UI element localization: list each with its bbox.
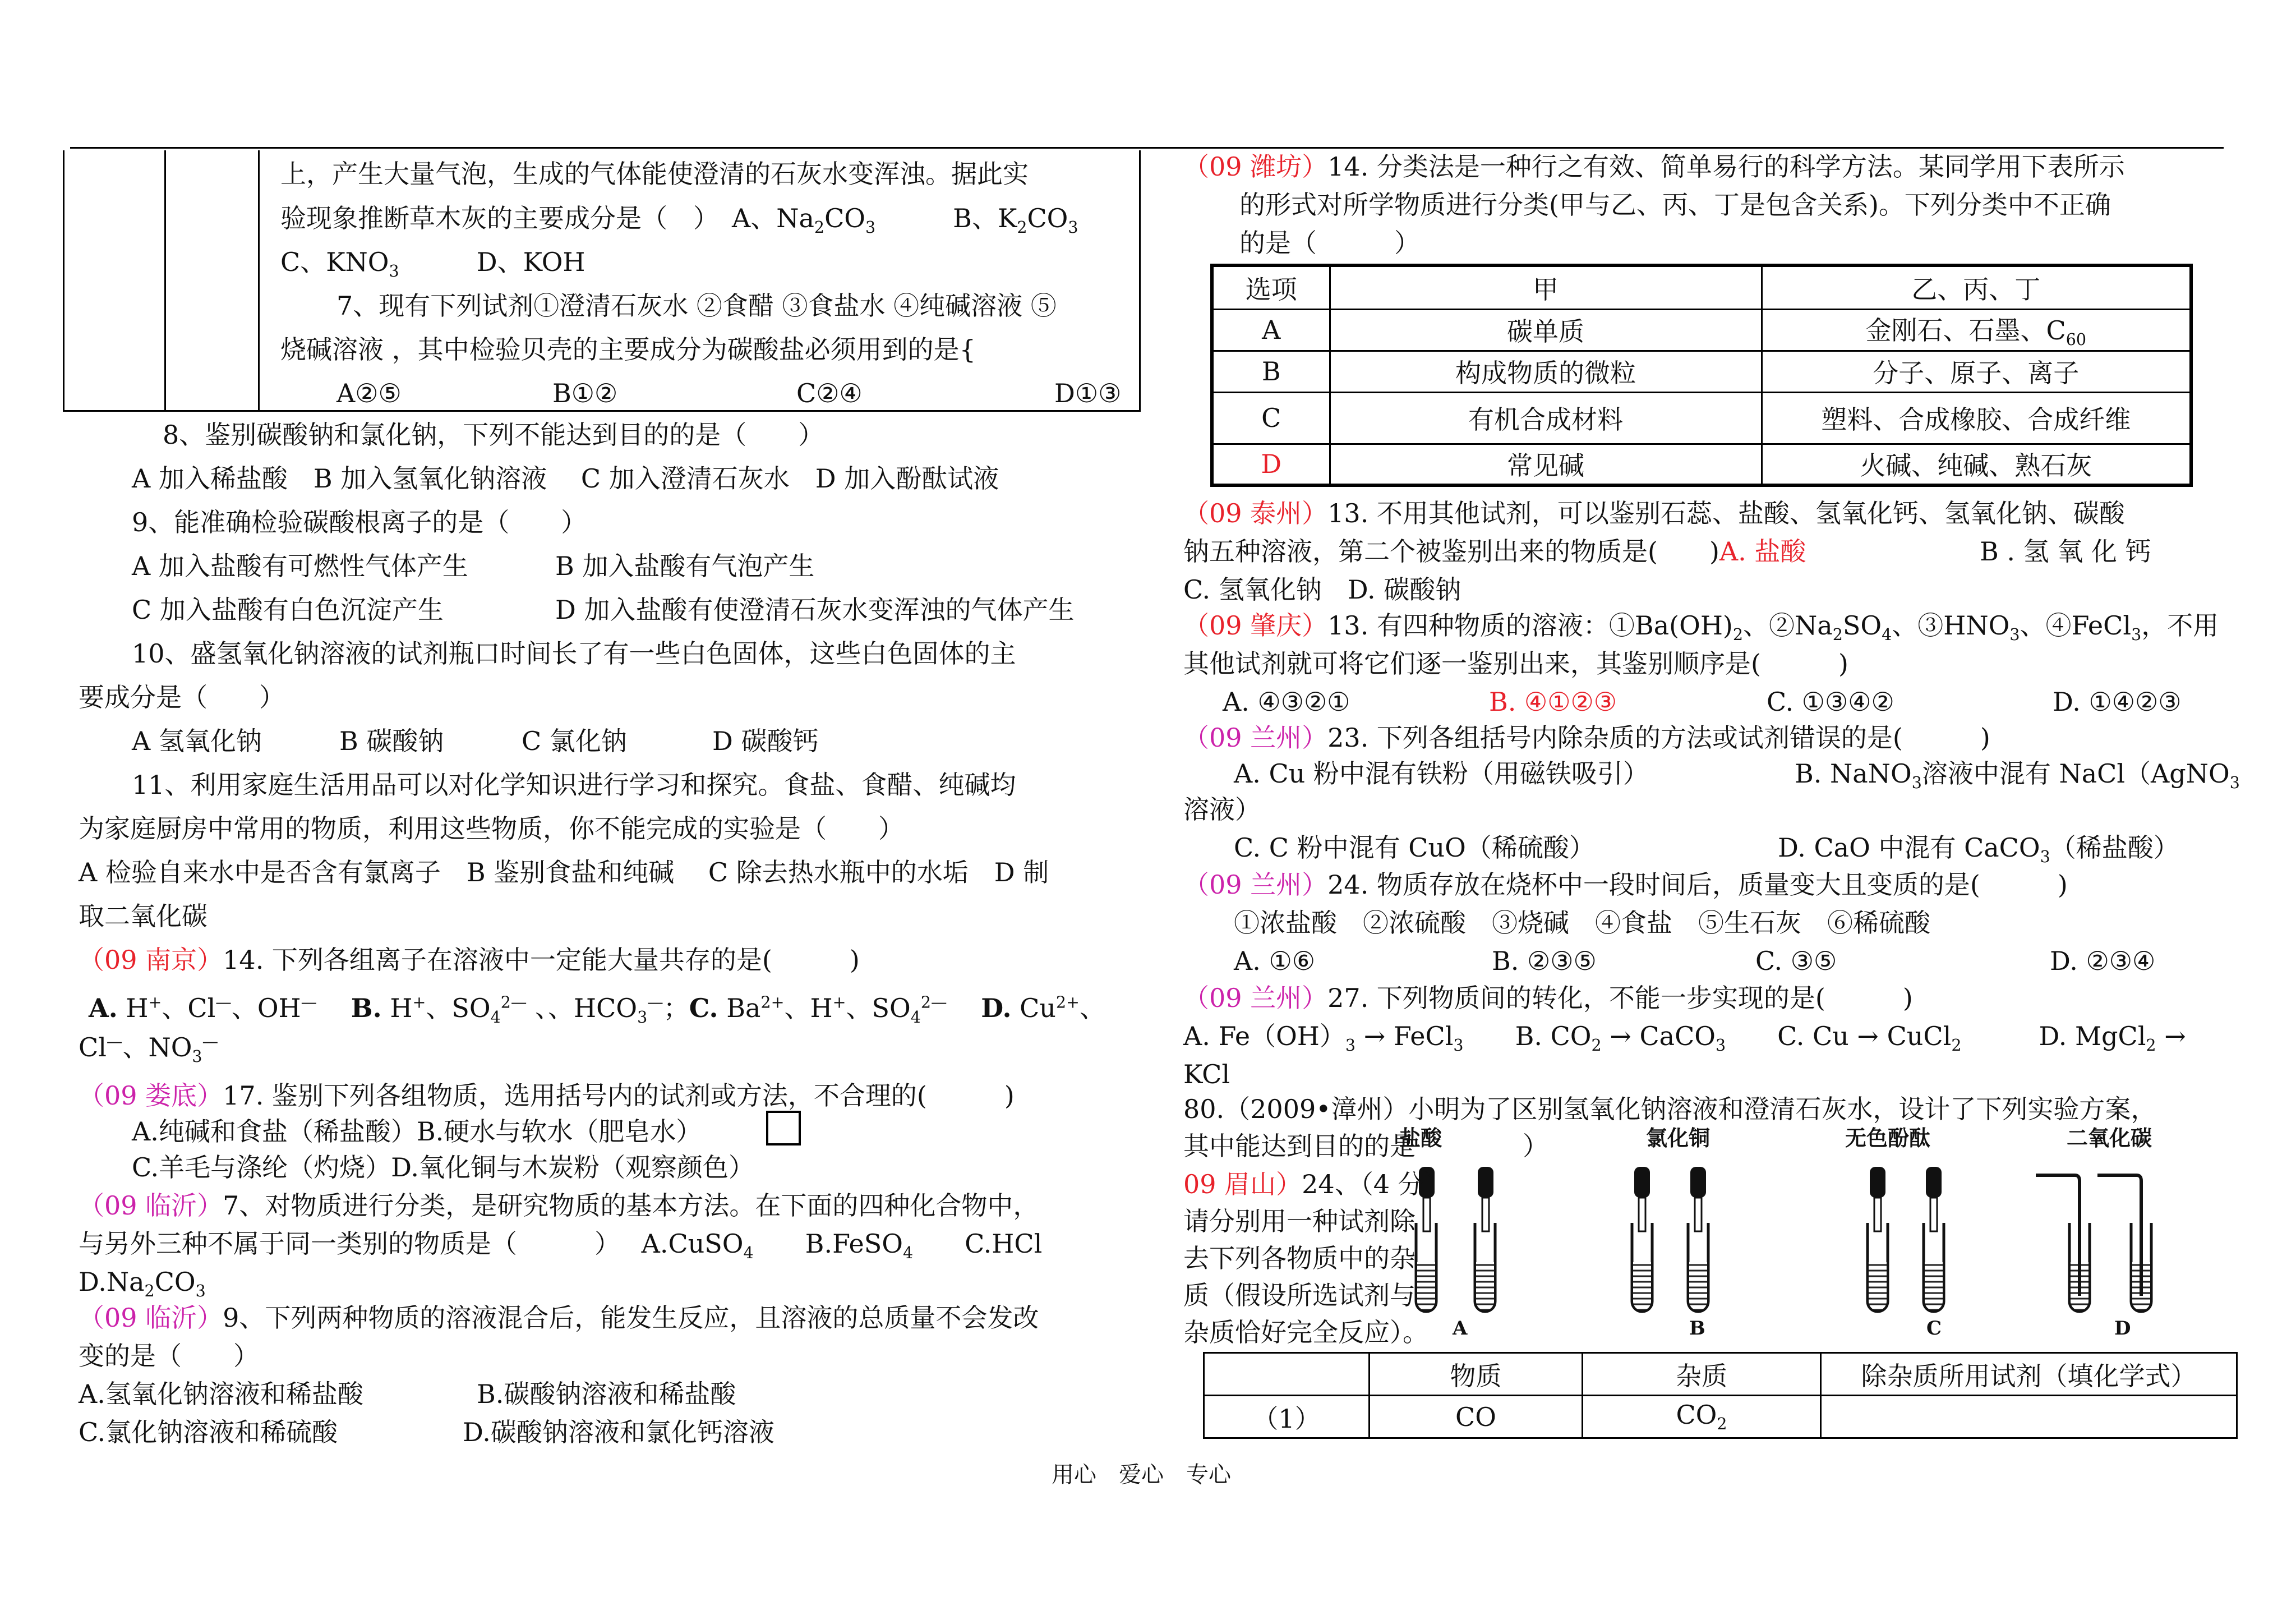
q27-lanzhou-stem: （09 兰州）27. 下列物质间的转化，不能一步实现的是( ) [1183,983,1913,1013]
source-tag: （09 南京） [79,945,223,975]
q9-linyi-option-b: B.碳酸钠溶液和稀盐酸 [477,1379,736,1409]
q14-weifang-stem-3: 的是（ ） [1239,228,1420,258]
q13-zhaoqing-stem-2: 其他试剂就可将它们逐一鉴别出来，其鉴别顺序是( ) [1183,648,1848,679]
tube-set-d [2036,1175,2151,1312]
q9-option-a: A 加入盐酸有可燃性气体产生 [132,551,468,581]
q17-options-1: A.纯碱和食盐（稀盐酸）B.硬水与软水（肥皂水） [132,1116,702,1147]
q13-taizhou-options: C. 氢氧化钠 D. 碳酸钠 [1183,574,1461,605]
q27-options-2: KCl [1183,1059,1230,1089]
source-tag: （09 兰州） [1183,983,1328,1013]
source-tag: （09 肇庆） [1183,610,1328,641]
source-tag: （09 潍坊） [1183,151,1328,182]
classification-table [1210,264,2193,487]
q7-linyi-stem-3: $D.Na_2CO_3$ [79,1267,206,1301]
q80-stem-1: 80.（2009•漳州）小明为了区别氢氧化钠溶液和澄清石灰水，设计了下列实验方案， [1183,1094,2157,1124]
q8-options: A 加入稀盐酸 B 加入氢氧化钠溶液 C 加入澄清石灰水 D 加入酚酞试液 [132,463,999,494]
q14-weifang-stem-2: 的形式对所学物质进行分类(甲与乙、丙、丁是包含关系)。下列分类中不正确 [1239,190,2111,220]
page-footer: 用心 爱心 专心 [1052,1462,1231,1488]
table-cell: 常见碱 [1330,444,1762,485]
box-option-d: D①③ [1054,378,1122,408]
box-line-3: C、$KNO_3$ D、KOH [280,247,585,281]
source-tag: （09 临沂） [79,1303,223,1333]
q24-meishan-line-4: 杂质恰好完全反应）。 [1183,1317,1428,1347]
q10-option-b: B 碳酸钠 [339,726,444,756]
q23-option-b-2: 溶液） [1183,794,1261,825]
q24-option-c: C. ③⑤ [1755,946,1837,976]
q9-option-d: D 加入盐酸有使澄清石灰水变浑浊的气体产生 [555,595,1075,625]
q14-weifang-stem-1: （09 潍坊）14. 分类法是一种行之有效、简单易行的科学方法。某同学用下表所示 [1183,151,2125,182]
q11-stem-2: 为家庭厨房中常用的物质，利用这些物质，你不能完成的实验是（ ） [79,813,904,844]
table-cell: （1） [1204,1396,1370,1438]
table-header: 除杂质所用试剂（填化学式） [1821,1353,2237,1396]
q24-meishan-line-3: 质（假设所选试剂与 [1183,1280,1416,1310]
table-cell: 分子、原子、离子 [1762,351,2191,392]
table-cell: C [1212,392,1330,444]
q24-option-d: D. ②③④ [2050,946,2156,976]
q10-stem-2: 要成分是（ ） [79,682,285,712]
tube-label-b: 氯化铜 [1646,1125,1711,1151]
q23-option-d: D. CaO 中混有 CaCO$_3$（稀盐酸） [1778,832,2179,867]
q13-zhaoqing-option-c: C. ①③④② [1767,687,1894,717]
q11-options: A 检验自来水中是否含有氯离子 B 鉴别食盐和纯碱 C 除去热水瓶中的水垢 D 制 [79,857,1049,887]
table-cell: 火碱、纯碱、熟石灰 [1762,444,2191,485]
test-tube-illustration [1408,1128,2221,1341]
top-rule [70,147,2224,149]
q24-meishan-line-2: 去下列各物质中的杂 [1183,1243,1416,1273]
impurity-table [1203,1352,2238,1439]
q7-linyi-stem: （09 临沂）7、对物质进行分类，是研究物质的基本方法。在下面的四种化合物中， [79,1190,1039,1221]
table-cell: 碳单质 [1330,309,1762,351]
box-option-b: B①② [552,378,618,408]
q14-nanjing-options: A. H+、Cl—、OH— B. H+、$SO_4^{2—}$ 、、$HCO_3^—$；C. $Ba^{2+}$、H+、$SO_4^{2—}$ D. $Cu^{2+}$、 [89,993,1105,1027]
source-tag: （09 兰州） [1183,723,1328,753]
q11-options-2: 取二氧化碳 [79,901,208,931]
box-option-a: A②⑤ [336,378,402,408]
box-option-c: C②④ [796,378,863,408]
q13-taizhou-option-b: B . 氢 氧 化 钙 [1980,536,2151,567]
table-cell: B [1212,351,1330,392]
box-line-2: 验现象推断草木灰的主要成分是（ ） A、$Na_2CO_3$ B、$K_2CO_3$ [280,203,1078,237]
table-cell: 塑料、合成橡胶、合成纤维 [1762,392,2191,444]
q23-option-a: A. Cu 粉中混有铁粉（用磁铁吸引） [1234,758,1649,789]
table-cell: $CO_2$ [1583,1396,1821,1438]
table-header: 杂质 [1583,1353,1821,1396]
q23-lanzhou-stem: （09 兰州）23. 下列各组括号内除杂质的方法或试剂错误的是( ) [1183,723,1990,753]
q9-linyi-option-a: A.氢氧化钠溶液和稀盐酸 [79,1379,363,1409]
q13-zhaoqing-stem-1: （09 肇庆）13. 有四种物质的溶液：$①Ba(OH)_2$、$②Na_2SO_4$、$③HNO_3$、④FeCl$_3$，不用 [1183,610,2219,645]
table-cell: 金刚石、石墨、$C_{60}$ [1762,309,2191,351]
q23-option-b: B. NaNO$_3$溶液中混有 NaCl（AgNO$_3$ [1795,758,2240,793]
table-header: 甲 [1330,265,1762,309]
q9-stem: 9、能准确检验碳酸根离子的是（ ） [132,507,587,537]
table-header: 物质 [1370,1353,1583,1396]
q23-option-c: C. C 粉中混有 CuO（稀硫酸） [1234,832,1595,863]
q24-meishan-stem: 09 眉山）24、（4 分） [1183,1169,1450,1199]
box-line-1: 上，产生大量气泡，生成的气体能使澄清的石灰水变浑浊。据此实 [280,159,1029,189]
table-cell: CO [1370,1396,1583,1438]
table-cell: 构成物质的微粒 [1330,351,1762,392]
box-line-4: 7、现有下列试剂①澄清石灰水 ②食醋 ③食盐水 ④纯碱溶液 ⑤ [336,291,1057,321]
q17-loudi-stem: （09 娄底）17. 鉴别下列各组物质，选用括号内的试剂或方法，不合理的( ) [79,1080,1015,1111]
tube-letter-c: C [1926,1317,1942,1340]
q13-zhaoqing-option-b: B. ④①②③ [1489,687,1617,717]
q13-zhaoqing-option-a: A. ④③②① [1223,687,1350,717]
table-cell-answer: D [1212,444,1330,485]
answer-cell[interactable] [1821,1396,2237,1438]
q24-meishan-line-1: 请分别用一种试剂除 [1183,1206,1416,1236]
q9-linyi-stem-2: 变的是（ ） [79,1341,259,1371]
q13-taizhou-stem-1: （09 泰州）13. 不用其他试剂，可以鉴别石蕊、盐酸、氢氧化钙、氢氧化钠、碳酸 [1183,498,2125,528]
tube-label-a: 盐酸 [1399,1125,1442,1151]
box-line-5: 烧碱溶液 ，其中检验贝壳的主要成分为碳酸盐必须用到的是{ [280,334,976,365]
tube-set-c [1868,1167,1944,1312]
q80-stem-2-end: ） [1523,1131,1548,1161]
q24-option-b: B. ②③⑤ [1492,946,1597,976]
q7-linyi-stem-2: 与另外三种不属于同一类别的物质是（ ） A.CuSO$_4$ B.FeSO$_4$ C.HCl [79,1229,1043,1263]
tube-set-b [1632,1167,1708,1312]
source-tag: （09 娄底） [79,1080,223,1111]
source-tag: 09 眉山） [1183,1169,1302,1199]
q17-options-2: C.羊毛与涤纶（灼烧）D.氧化铜与木炭粉（观察颜色） [132,1152,755,1183]
table-header: 选项 [1212,265,1330,309]
source-tag: （09 临沂） [79,1190,223,1221]
q13-zhaoqing-option-d: D. ①④②③ [2053,687,2182,717]
q24-option-a: A. ①⑥ [1234,946,1315,976]
table-header [1204,1353,1370,1396]
q10-option-d: D 碳酸钙 [712,726,819,756]
q27-options: A. $Fe(OH)_3$ → FeCl$_3$ B. $CO_2$ → CaCO$_3$ C. Cu → CuCl$_2$ D. MgCl$_2$ → [1183,1021,2186,1055]
q9-linyi-option-d: D.碳酸钠溶液和氯化钙溶液 [463,1417,774,1447]
q80-stem-2: 其中能达到目的的是 [1183,1131,1416,1161]
q13-taizhou-stem-2: 钠五种溶液，第二个被鉴别出来的物质是( )A. 盐酸 [1183,536,1806,567]
q14-nanjing-options-2: Cl—、$NO_3^—$ [79,1032,219,1066]
table-cell: 有机合成材料 [1330,392,1762,444]
q24-lanzhou-stem: （09 兰州）24. 物质存放在烧杯中一段时间后，质量变大且变质的是( ) [1183,869,2068,900]
q24-items: ①浓盐酸 ②浓硫酸 ③烧碱 ④食盐 ⑤生石灰 ⑥稀硫酸 [1234,908,1930,938]
answer-box[interactable] [766,1111,801,1145]
q9-linyi-stem: （09 临沂）9、下列两种物质的溶液混合后，能发生反应，且溶液的总质量不会发改 [79,1303,1039,1333]
tube-label-d: 二氧化碳 [2067,1125,2152,1151]
q9-linyi-option-c: C.氯化钠溶液和稀硫酸 [79,1417,338,1447]
q10-stem-1: 10、盛氢氧化钠溶液的试剂瓶口时间长了有一些白色固体，这些白色固体的主 [132,638,1016,669]
table-cell: A [1212,309,1330,351]
source-tag: （09 兰州） [1183,869,1328,900]
q14-nanjing-stem: （09 南京）14. 下列各组离子在溶液中一定能大量共存的是( ) [79,945,860,975]
q10-option-c: C 氯化钠 [522,726,627,756]
tube-label-c: 无色酚酞 [1845,1125,1931,1151]
tube-letter-a: A [1453,1317,1468,1340]
tube-letter-b: B [1689,1317,1705,1340]
q9-option-c: C 加入盐酸有白色沉淀产生 [132,595,444,625]
q11-stem-1: 11、利用家庭生活用品可以对化学知识进行学习和探究。食盐、食醋、纯碱均 [132,770,1016,800]
q10-option-a: A 氢氧化钠 [132,726,262,756]
source-tag: （09 泰州） [1183,498,1328,528]
table-header: 乙、丙、丁 [1762,265,2191,309]
tube-letter-d: D [2114,1317,2131,1340]
q8-stem: 8、鉴别碳酸钠和氯化钠，下列不能达到目的的是（ ） [163,420,824,450]
q9-option-b: B 加入盐酸有气泡产生 [555,551,815,581]
